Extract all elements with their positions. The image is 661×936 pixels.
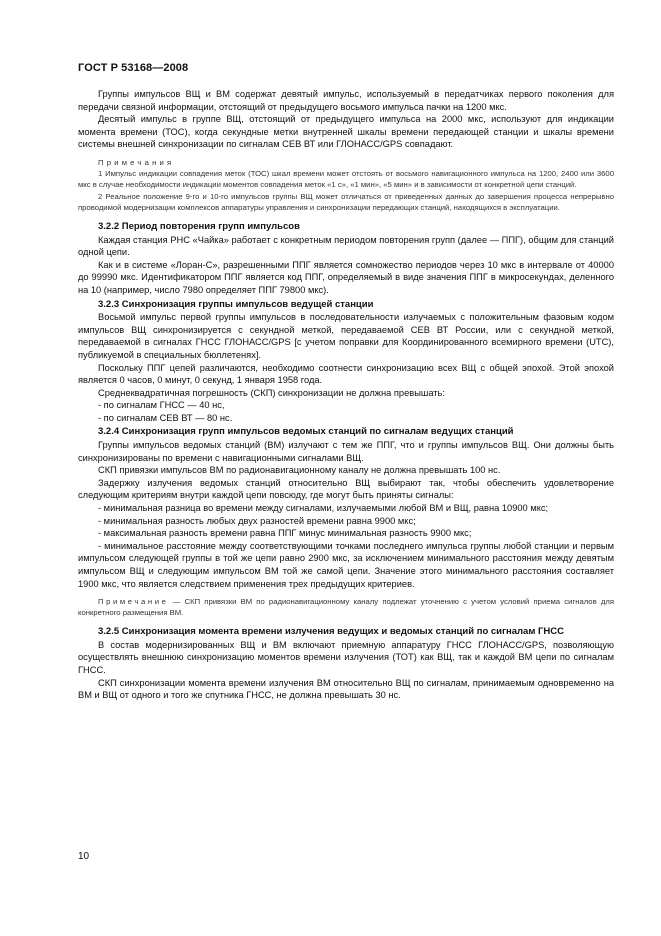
- list-item: - по сигналам СЕВ ВТ — 80 нс.: [98, 412, 233, 423]
- paragraph-ninth-pulse: Группы импульсов ВЩ и ВМ содержат девятый импульс, используемый в передатчиках первого поколения для передачи связной информации, отстоящий от предыдущего восьмого импульса пачки на 1200 мкс.: [78, 89, 614, 112]
- paragraph: Группы импульсов ведомых станций (ВМ) излучают с тем же ППГ, что и группы импульсов ВЩ. Они должны быть синхронизированы по времени с навигационными сигналами ВЩ.: [78, 440, 614, 463]
- note-label: Примечание: [98, 597, 169, 607]
- note-item-1: 1 Импульс индикации совпадения меток (ТОС) шкал времени может отстоять от восьмого навигационного импульса на 1200, 2400 или 3600 мкс в случае необходимости индикации моментов совпадения меток «1 с», «1 мин», «5 мин» и в зависимости от конкретной цепи станций.: [78, 169, 614, 190]
- paragraph: Как и в системе «Лоран-С», разрешенными ППГ является сомножество периодов через 10 мкс в интервале от 40000 до 99990 мкс. Идентификатором ППГ является код ППГ, определяемый в виде значения ППГ в микросекундах, деленного на 10 (например, число 7980 определяет ППГ 79800 мкс).: [78, 259, 614, 295]
- note-inline: [78, 596, 614, 618]
- document-page: [78, 62, 614, 702]
- list-item: - минимальная разница во времени между сигналами, излучаемыми любой ВМ и ВЩ, равна 10900 мкс;: [98, 503, 549, 514]
- paragraph: В состав модернизированных ВЩ и ВМ включают приемную аппаратуру ГНСС ГЛОНАСС/GPS, позволяющую осуществлять внешнюю синхронизацию моментов времени излучения (ТОТ) как ВЩ, так и каждой ВМ цепи по сигналам ГНСС.: [78, 639, 614, 675]
- note-text: — СКП привязки ВМ по радионавигационному каналу подлежат уточнению с учетом условий приема сигналов для конкретного размещения ВМ.: [78, 597, 614, 618]
- note-item-2: 2 Реальное положение 9-го и 10-го импульсов группы ВЩ может отличаться от приведенных данных до завершения процесса непрерывно проводимой модернизации комплексов аппаратуры управления и синхронизации передающих станций, находящихся в эксплуатации.: [78, 191, 614, 212]
- paragraph: Восьмой импульс первой группы импульсов в последовательности излучаемых с положительным фазовым кодом импульсов ВЩ синхронизируется с секундной меткой, передаваемой СЕВ ВТ России, или с секундной меткой, передаваемой в сигналах ГНСС ГЛОНАСС/GPS [с учетом поправки для Координированного всемирного времени (UTC), публикуемой в специальных бюллетенях].: [78, 312, 614, 360]
- paragraph: Поскольку ППГ цепей различаются, необходимо соотнести синхронизацию всех ВЩ с общей эпохой. Этой эпохой является 0 часов, 0 минут, 0 секунд, 1 января 1958 года.: [78, 362, 614, 386]
- list-item: - по сигналам ГНСС — 40 нс,: [98, 400, 225, 411]
- paragraph: Каждая станция РНС «Чайка» работает с конкретным периодом повторения групп (далее — ППГ), общим для станций одной цепи.: [78, 234, 614, 258]
- list-item: - минимальное расстояние между соответствующими точками последнего импульса группы любой станции и первым импульсом следующей группы в той же цепи равно 2900 мкс, за исключением минимального расстояния между девятым импульсом ВЩ и следующим импульсом ВМ той же самой цепи. Значение этого минимального расстояния составляет 1900 мкс, что является следствием применения трех предыдущих критериев.: [78, 540, 614, 589]
- document-header: ГОСТ Р 53168—2008: [78, 62, 189, 74]
- list-item: - минимальная разность любых двух разностей времени равна 9900 мкс;: [98, 515, 416, 526]
- page-number: 10: [78, 851, 90, 862]
- list-item: - максимальная разность времени равна ППГ минус минимальная разность 9900 мкс;: [98, 528, 472, 539]
- section-heading-3-2-3: 3.2.3 Синхронизация группы импульсов ведущей станции: [98, 298, 374, 310]
- paragraph-tenth-pulse: Десятый импульс в группе ВЩ, отстоящий от предыдущего импульса на 2000 мкс, используют для индикации момента времени (ТОС), когда секундные метки внутренней шкалы времени передающей станции и шкалы времени системы внешней синхронизации по сигналам СЕВ ВТ или ГЛОНАСС/GPS совпадают.: [78, 114, 614, 150]
- notes-title: Примечания: [98, 157, 175, 167]
- section-heading-3-2-2: 3.2.2 Период повторения групп импульсов: [98, 220, 300, 232]
- paragraph: СКП синхронизации момента времени излучения ВМ относительно ВЩ по сигналам, принимаемым одновременно на ВМ и ВЩ от одного и того же спутника ГНСС, не должна превышать 30 нс.: [78, 677, 614, 701]
- paragraph: Задержку излучения ведомых станций относительно ВЩ выбирают так, чтобы обеспечить удовлетворение следующим критериям внутри каждой цепи повсюду, где могут быть приняты сигналы:: [78, 477, 614, 501]
- section-heading-3-2-4: 3.2.4 Синхронизация групп импульсов ведомых станций по сигналам ведущих станций: [98, 426, 514, 438]
- section-heading-3-2-5: 3.2.5 Синхронизация момента времени излучения ведущих и ведомых станций по сигналам ГНСС: [98, 626, 564, 638]
- paragraph: Среднеквадратичная погрешность (СКП) синхронизации не должна превышать:: [98, 387, 445, 398]
- paragraph: СКП привязки импульсов ВМ по радионавигационному каналу не должна превышать 100 нс.: [98, 465, 501, 476]
